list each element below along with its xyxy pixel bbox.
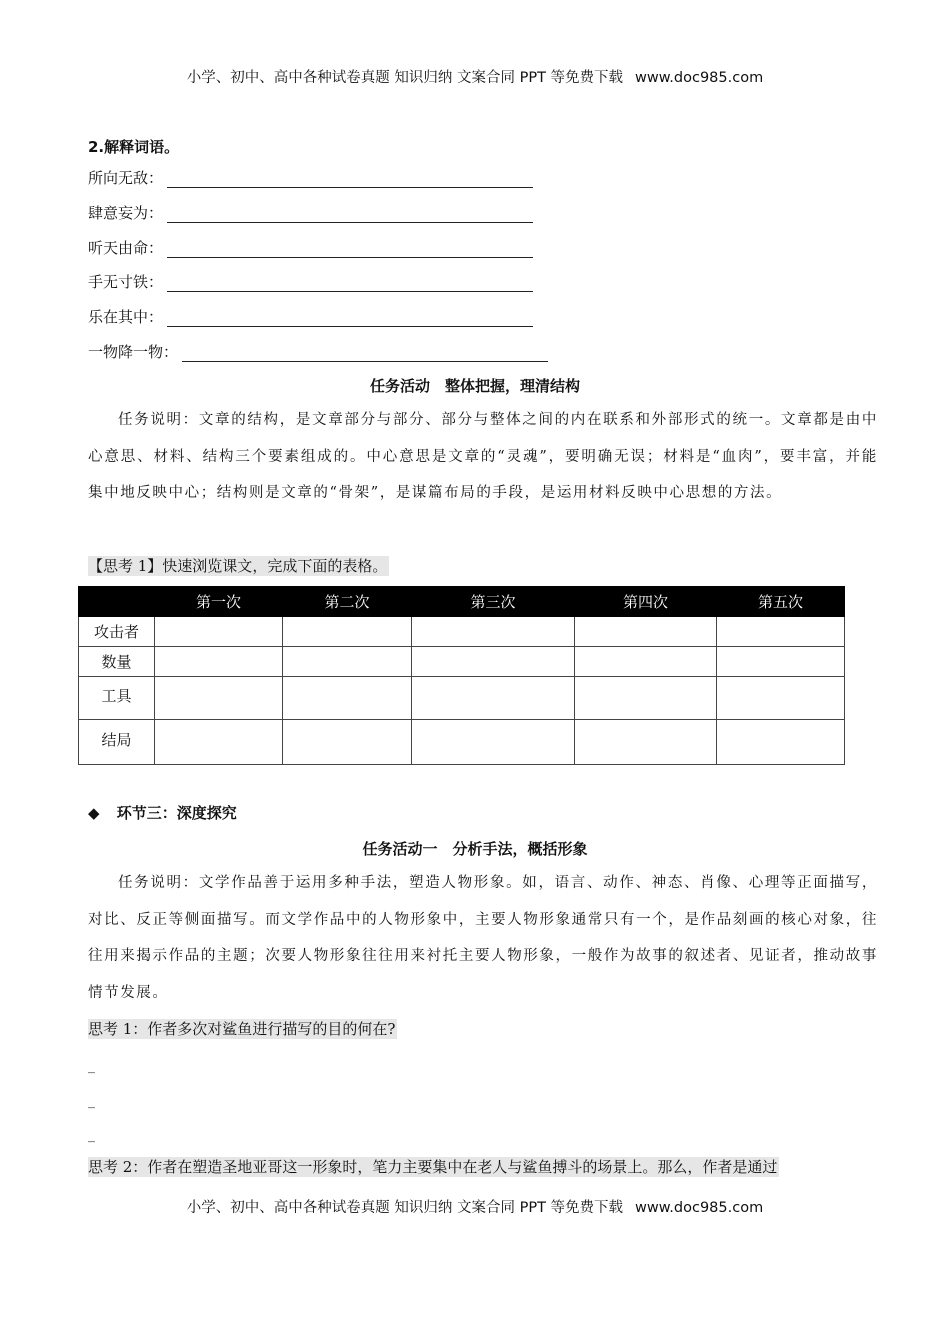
table-cell[interactable] xyxy=(155,647,283,677)
vocab-term: 手无寸铁： xyxy=(88,273,164,291)
table-cell[interactable] xyxy=(717,647,845,677)
vocab-item xyxy=(88,166,533,188)
vocab-item xyxy=(88,270,533,292)
table-row xyxy=(79,647,845,677)
header-banner xyxy=(0,66,950,87)
answer-blank[interactable] xyxy=(167,308,533,327)
section-three-heading xyxy=(88,802,237,823)
table-row xyxy=(79,617,845,647)
table-cell[interactable] xyxy=(283,677,412,720)
table-cell[interactable] xyxy=(283,720,412,765)
vocab-item xyxy=(88,236,533,258)
table-cell[interactable] xyxy=(717,677,845,720)
table-cell[interactable] xyxy=(155,617,283,647)
column-header xyxy=(79,587,155,617)
vocab-item xyxy=(88,305,533,327)
footer-banner-text: 小学、初中、高中各种试卷真题 知识归纳 文案合同 PPT 等免费下载 xyxy=(186,1200,624,1216)
footer-banner xyxy=(0,1196,950,1217)
row-label: 数量 xyxy=(79,647,155,677)
section-three-label: 环节三：深度探究 xyxy=(116,804,237,822)
answer-line[interactable]: _ xyxy=(88,1127,95,1143)
table-cell[interactable] xyxy=(575,677,717,720)
answer-blank[interactable] xyxy=(167,169,533,188)
footer-banner-url[interactable]: www.doc985.com xyxy=(635,1200,764,1216)
table-cell[interactable] xyxy=(155,720,283,765)
table-cell[interactable] xyxy=(412,617,575,647)
task-activity-one-title: 任务活动一 分析手法，概括形象 xyxy=(362,840,588,858)
column-header: 第二次 xyxy=(283,587,412,617)
table-cell[interactable] xyxy=(717,617,845,647)
answer-blank[interactable] xyxy=(182,343,548,362)
vocab-term: 肆意妄为： xyxy=(88,204,164,222)
row-label: 工具 xyxy=(79,677,155,720)
table-cell[interactable] xyxy=(283,617,412,647)
attack-table xyxy=(78,586,845,765)
table-row xyxy=(79,720,845,765)
table-cell[interactable] xyxy=(412,677,575,720)
question-2 xyxy=(88,1156,779,1177)
think-prompt-1 xyxy=(88,555,389,576)
column-header: 第四次 xyxy=(575,587,717,617)
table-row xyxy=(79,677,845,720)
column-header: 第三次 xyxy=(412,587,575,617)
vocab-term: 听天由命： xyxy=(88,239,164,257)
table-cell[interactable] xyxy=(155,677,283,720)
table-cell[interactable] xyxy=(717,720,845,765)
answer-line[interactable]: _ xyxy=(88,1058,95,1074)
vocab-item xyxy=(88,340,548,362)
table-cell[interactable] xyxy=(575,647,717,677)
question-2-text: 思考 2：作者在塑造圣地亚哥这一形象时，笔力主要集中在老人与鲨鱼搏斗的场景上。那么，作者是通过 xyxy=(88,1158,778,1176)
table-cell[interactable] xyxy=(575,617,717,647)
table-header-row xyxy=(79,587,845,617)
header-banner-text: 小学、初中、高中各种试卷真题 知识归纳 文案合同 PPT 等免费下载 xyxy=(186,70,624,86)
answer-blank[interactable] xyxy=(167,204,533,223)
diamond-bullet-icon: ◆ xyxy=(88,804,100,822)
vocab-term: 所向无敌： xyxy=(88,169,164,187)
vocab-term: 一物降一物： xyxy=(88,343,179,361)
think-prompt-text: 【思考 1】快速浏览课文，完成下面的表格。 xyxy=(88,557,388,575)
vocab-item xyxy=(88,201,533,223)
row-label: 攻击者 xyxy=(79,617,155,647)
answer-blank[interactable] xyxy=(167,273,533,292)
question-1-text: 思考 1：作者多次对鲨鱼进行描写的目的何在? xyxy=(88,1020,396,1038)
table-cell[interactable] xyxy=(575,720,717,765)
vocab-section-title: 2.解释词语。 xyxy=(88,138,180,156)
task-description: 任务说明：文章的结构，是文章部分与部分、部分与整体之间的内在联系和外部形式的统一。文章都是由中心意思、材料、结构三个要素组成的。中心意思是文章的“灵魂”，要明确无误；材料是“血肉”，要丰富，并能集中地反映中心；结构则是文章的“骨架”，是谋篇布局的手段，是运用材料反映中心思想的方法。 xyxy=(88,412,878,501)
table-cell[interactable] xyxy=(412,720,575,765)
answer-line[interactable]: _ xyxy=(88,1093,95,1109)
task-activity-title: 任务活动 整体把握，理清结构 xyxy=(369,377,580,395)
table-cell[interactable] xyxy=(412,647,575,677)
header-banner-url[interactable]: www.doc985.com xyxy=(635,70,764,86)
answer-blank[interactable] xyxy=(167,239,533,258)
column-header: 第一次 xyxy=(155,587,283,617)
table-cell[interactable] xyxy=(283,647,412,677)
task-one-description: 任务说明：文学作品善于运用多种手法，塑造人物形象。如，语言、动作、神态、肖像、心理等正面描写，对比、反正等侧面描写。而文学作品中的人物形象中，主要人物形象通常只有一个，是作品刻画的核心对象，往往用来揭示作品的主题；次要人物形象往往用来衬托主要人物形象，一般作为故事的叙述者、见证者，推动故事情节发展。 xyxy=(88,875,878,1001)
column-header: 第五次 xyxy=(717,587,845,617)
vocab-term: 乐在其中： xyxy=(88,308,164,326)
question-1 xyxy=(88,1018,397,1039)
row-label: 结局 xyxy=(79,720,155,765)
